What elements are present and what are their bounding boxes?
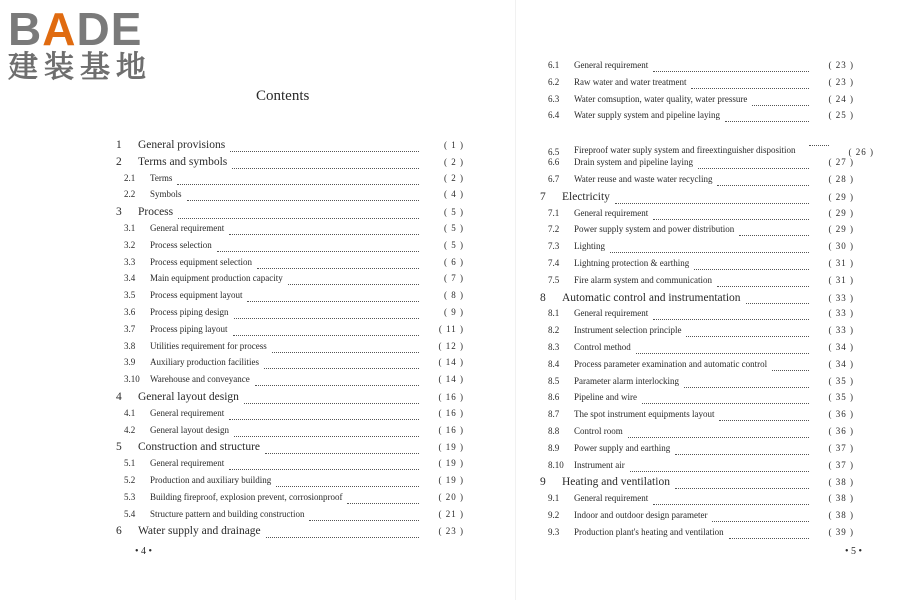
toc-entry-number: 5.2 xyxy=(124,474,136,485)
toc-entry-number: 1 xyxy=(116,139,122,151)
toc-entry-number: 2.1 xyxy=(124,172,136,183)
toc-entry-title: General requirement xyxy=(574,493,649,504)
toc-entry-number: 6.3 xyxy=(548,93,560,104)
toc-entry-number: 5.4 xyxy=(124,508,136,519)
toc-entry-title: Instrument selection principle xyxy=(574,325,682,336)
toc-entry xyxy=(536,510,854,527)
toc-entry-number: 5.3 xyxy=(124,491,136,502)
dot-leader xyxy=(642,397,809,404)
toc-entry xyxy=(112,173,464,190)
toc-entry-page: ( 31 ) xyxy=(828,274,854,285)
toc-entry-page: ( 36 ) xyxy=(828,425,854,436)
toc-entry-title: General requirement xyxy=(574,308,649,319)
toc-entry-number: 4.2 xyxy=(124,424,136,435)
dot-leader xyxy=(653,498,809,505)
dot-leader xyxy=(772,364,809,371)
toc-entry-title: Power supply system and power distribution xyxy=(574,224,735,235)
toc-entry-page: ( 38 ) xyxy=(828,477,854,488)
dot-leader xyxy=(684,380,809,387)
toc-entry-title: Control room xyxy=(574,425,623,436)
toc-entry-page: ( 23 ) xyxy=(828,60,854,70)
toc-entry-number: 3.10 xyxy=(124,374,140,385)
toc-entry-title: Pipeline and wire xyxy=(574,392,637,403)
toc-entry xyxy=(536,460,854,477)
toc-entry-page: ( 19 ) xyxy=(438,474,464,485)
dot-leader xyxy=(653,313,809,320)
toc-entry xyxy=(112,156,464,173)
toc-entry-number: 3.8 xyxy=(124,340,136,351)
toc-entry xyxy=(112,441,464,458)
toc-entry-number: 8.8 xyxy=(548,425,560,436)
toc-entry-title: Automatic control and instrumentation xyxy=(562,291,741,304)
dot-leader xyxy=(739,229,809,236)
logo-text-en: BADE xyxy=(8,3,143,55)
toc-entry-page: ( 8 ) xyxy=(444,290,464,301)
toc-entry xyxy=(536,308,854,325)
toc-entry-page: ( 16 ) xyxy=(438,391,464,402)
dot-leader xyxy=(309,513,419,520)
toc-entry-title: Drain system and pipeline laying xyxy=(574,157,693,168)
toc-entry-page: ( 14 ) xyxy=(438,357,464,368)
toc-entry-number: 6.1 xyxy=(548,60,560,70)
toc-entry-page: ( 30 ) xyxy=(828,241,854,252)
toc-entry-page: ( 38 ) xyxy=(828,509,854,520)
toc-entry-title: Heating and ventilation xyxy=(562,476,670,489)
toc-entry xyxy=(536,359,854,376)
dot-leader xyxy=(725,115,809,122)
dot-leader xyxy=(217,245,419,252)
toc-entry-title: Production plant's heating and ventilation xyxy=(574,526,724,537)
toc-entry xyxy=(536,275,854,292)
toc-entry-number: 7.5 xyxy=(548,274,560,285)
toc-entry-title: Process equipment layout xyxy=(150,290,243,301)
toc-entry xyxy=(536,60,854,77)
toc-entry-title: Fire alarm system and communication xyxy=(574,274,712,285)
toc-entry-title: Fireproof water suply system and fireextinguisher disposition xyxy=(574,145,796,156)
dot-leader xyxy=(615,195,809,204)
dot-leader xyxy=(257,261,419,268)
toc-entry-page: ( 27 ) xyxy=(828,157,854,168)
dot-leader xyxy=(232,160,419,169)
toc-entry-page: ( 11 ) xyxy=(438,323,464,334)
toc-entry xyxy=(536,493,854,510)
toc-entry-page: ( 33 ) xyxy=(828,308,854,319)
dot-leader xyxy=(694,263,809,270)
dot-leader xyxy=(229,228,419,235)
toc-entry-number: 7.1 xyxy=(548,207,560,218)
toc-entry-title: Production and auxiliary building xyxy=(150,474,272,485)
toc-entry-number: 9.3 xyxy=(548,526,560,537)
toc-entry-title: Control method xyxy=(574,341,631,352)
toc-entry-title: Warehouse and conveyance xyxy=(150,374,250,385)
toc-entry-title: Electricity xyxy=(562,190,610,203)
toc-entry-title: General requirement xyxy=(574,60,649,70)
toc-entry-title: Water supply and drainage xyxy=(138,525,261,538)
dot-leader xyxy=(717,280,809,287)
toc-entry-page: ( 23 ) xyxy=(828,76,854,87)
toc-entry-number: 8.6 xyxy=(548,392,560,403)
toc-entry-number: 3.2 xyxy=(124,239,136,250)
toc-entry xyxy=(112,290,464,307)
toc-entry-page: ( 35 ) xyxy=(828,392,854,403)
toc-entry xyxy=(536,157,854,174)
toc-entry-title: General requirement xyxy=(150,222,225,233)
toc-entry-title: Terms and symbols xyxy=(138,155,228,168)
toc-entry-title: Process equipment selection xyxy=(150,256,252,267)
contents-title: Contents xyxy=(256,88,310,104)
toc-entry-page: ( 5 ) xyxy=(444,222,464,233)
toc-entry-number: 6 xyxy=(116,525,122,538)
bade-logo xyxy=(8,3,178,85)
toc-entry-title: General provisions xyxy=(138,139,226,151)
toc-entry-number: 6.4 xyxy=(548,110,560,121)
dot-leader xyxy=(691,82,809,89)
toc-entry xyxy=(536,376,854,393)
toc-entry-number: 6.6 xyxy=(548,157,560,168)
toc-entry-number: 3.4 xyxy=(124,273,136,284)
toc-entry xyxy=(112,509,464,526)
toc-entry xyxy=(112,374,464,391)
toc-entry-title: General layout design xyxy=(138,390,239,403)
dot-leader xyxy=(746,295,809,304)
dot-leader xyxy=(233,329,420,336)
toc-entry xyxy=(536,208,854,225)
toc-entry xyxy=(112,408,464,425)
toc-entry-page: ( 36 ) xyxy=(828,409,854,420)
toc-entry xyxy=(112,206,464,223)
dot-leader xyxy=(653,212,809,219)
toc-right-page xyxy=(536,60,874,544)
toc-entry xyxy=(112,240,464,257)
toc-entry xyxy=(536,191,854,208)
toc-entry-title: Power supply and earthing xyxy=(574,442,671,453)
toc-entry xyxy=(536,527,854,544)
toc-entry-number: 7.4 xyxy=(548,257,560,268)
dot-leader xyxy=(719,414,809,421)
toc-entry-number: 6.7 xyxy=(548,173,560,184)
toc-entry xyxy=(536,325,854,342)
toc-entry-number: 7.3 xyxy=(548,241,560,252)
toc-entry-title: Main equipment production capacity xyxy=(150,273,283,284)
page-gutter xyxy=(515,0,516,600)
toc-entry-page: ( 9 ) xyxy=(444,306,464,317)
toc-entry-page: ( 7 ) xyxy=(444,273,464,284)
toc-entry xyxy=(112,425,464,442)
toc-entry-page: ( 20 ) xyxy=(438,491,464,502)
dot-leader xyxy=(630,464,809,471)
toc-entry xyxy=(112,341,464,358)
toc-entry xyxy=(112,525,464,542)
toc-entry-page: ( 38 ) xyxy=(828,493,854,504)
toc-entry-page: ( 29 ) xyxy=(828,224,854,235)
toc-entry xyxy=(536,77,854,94)
dot-leader xyxy=(276,480,419,487)
toc-entry-page: ( 14 ) xyxy=(438,374,464,385)
dot-leader xyxy=(247,295,419,302)
dot-leader xyxy=(244,395,419,404)
toc-entry-number: 9.1 xyxy=(548,493,560,504)
dot-leader xyxy=(187,194,419,201)
toc-entry-number: 7.2 xyxy=(548,224,560,235)
toc-entry xyxy=(536,292,854,309)
toc-entry xyxy=(112,257,464,274)
toc-entry-page: ( 33 ) xyxy=(828,292,854,303)
toc-entry-number: 6.5 xyxy=(548,147,560,158)
toc-entry xyxy=(112,324,464,341)
toc-entry-number: 6.2 xyxy=(548,76,560,87)
toc-entry xyxy=(112,189,464,206)
toc-entry-number: 8 xyxy=(540,291,546,304)
toc-entry xyxy=(112,357,464,374)
toc-entry-number: 8.4 xyxy=(548,358,560,369)
toc-entry-title: Lighting xyxy=(574,241,605,252)
toc-entry-page: ( 33 ) xyxy=(828,325,854,336)
toc-entry-number: 2 xyxy=(116,155,122,168)
toc-entry-page: ( 37 ) xyxy=(828,442,854,453)
toc-entry-page: ( 5 ) xyxy=(444,239,464,250)
toc-entry xyxy=(536,94,854,111)
toc-left-page xyxy=(112,139,464,542)
dot-leader xyxy=(230,143,419,152)
toc-entry xyxy=(536,174,854,191)
dot-leader xyxy=(712,515,809,522)
toc-entry xyxy=(536,258,854,275)
page-number-left: • 4 • xyxy=(135,546,153,557)
toc-entry xyxy=(112,223,464,240)
toc-entry-page: ( 2 ) xyxy=(444,156,464,167)
toc-entry-page: ( 31 ) xyxy=(828,257,854,268)
toc-entry-title: Construction and structure xyxy=(138,441,261,454)
toc-entry-number: 9 xyxy=(540,476,546,489)
toc-entry xyxy=(536,224,854,241)
toc-entry-number: 8.10 xyxy=(548,459,564,470)
toc-entry-title: Process selection xyxy=(150,239,212,250)
toc-entry xyxy=(536,110,854,127)
dot-leader xyxy=(752,98,809,105)
toc-entry-page: ( 12 ) xyxy=(438,340,464,351)
toc-entry xyxy=(536,241,854,258)
toc-entry-number: 8.9 xyxy=(548,442,560,453)
toc-entry-title: Utilities requirement for process xyxy=(150,340,267,351)
dot-leader xyxy=(255,379,419,386)
toc-entry-page: ( 26 ) xyxy=(848,147,874,158)
dot-leader xyxy=(698,162,809,169)
toc-entry-number: 7 xyxy=(540,190,546,203)
toc-entry-page: ( 29 ) xyxy=(828,191,854,202)
toc-entry-title: Water supply system and pipeline laying xyxy=(574,110,720,121)
dot-leader xyxy=(636,347,809,354)
toc-entry-page: ( 24 ) xyxy=(828,93,854,104)
toc-entry-title: Parameter alarm interlocking xyxy=(574,375,679,386)
toc-entry-number: 8.3 xyxy=(548,341,560,352)
toc-entry-number: 2.2 xyxy=(124,189,136,200)
toc-entry-title: Lightning protection & earthing xyxy=(574,257,690,268)
toc-entry-page: ( 21 ) xyxy=(438,508,464,519)
dot-leader xyxy=(686,330,809,337)
toc-entry-page: ( 4 ) xyxy=(444,189,464,200)
toc-entry-page: ( 19 ) xyxy=(438,442,464,453)
toc-entry-title: Water comsuption, water quality, water pressure xyxy=(574,93,748,104)
toc-entry-number: 3.1 xyxy=(124,222,136,233)
toc-entry-title: Instrument air xyxy=(574,459,625,470)
toc-entry-title: General layout design xyxy=(150,424,229,435)
toc-entry-page: ( 37 ) xyxy=(828,459,854,470)
toc-entry-title: Process piping layout xyxy=(150,323,228,334)
toc-entry-title: General requirement xyxy=(150,458,225,469)
dot-leader xyxy=(229,463,419,470)
toc-entry-number: 4.1 xyxy=(124,407,136,418)
toc-entry-title: Building fireproof, explosion prevent, corrosionproof xyxy=(150,491,343,502)
toc-entry-number: 3.6 xyxy=(124,306,136,317)
toc-entry-page: ( 35 ) xyxy=(828,375,854,386)
toc-entry-title: Raw water and water treatment xyxy=(574,76,687,87)
toc-entry-title: Structure pattern and building construction xyxy=(150,508,305,519)
toc-entry xyxy=(112,391,464,408)
toc-entry-title: Terms xyxy=(150,172,173,183)
dot-leader xyxy=(264,362,419,369)
toc-entry-page: ( 16 ) xyxy=(438,424,464,435)
toc-entry xyxy=(112,273,464,290)
toc-entry-page: ( 34 ) xyxy=(828,341,854,352)
dot-leader xyxy=(675,447,809,454)
page-number-right: • 5 • xyxy=(845,546,863,557)
dot-leader xyxy=(177,177,419,184)
toc-entry-title: Symbols xyxy=(150,189,182,200)
toc-entry-page: ( 6 ) xyxy=(444,256,464,267)
toc-entry-title: Water reuse and waste water recycling xyxy=(574,173,713,184)
dot-leader xyxy=(265,445,419,454)
dot-leader xyxy=(675,480,809,489)
dot-leader xyxy=(272,345,419,352)
toc-entry-page: ( 34 ) xyxy=(828,358,854,369)
toc-entry-number: 5 xyxy=(116,441,122,454)
toc-entry-page: ( 19 ) xyxy=(438,458,464,469)
toc-entry xyxy=(536,426,854,443)
toc-entry-title: Indoor and outdoor design parameter xyxy=(574,509,708,520)
toc-entry xyxy=(536,127,874,158)
toc-entry-page: ( 29 ) xyxy=(828,207,854,218)
dot-leader xyxy=(288,278,419,285)
dot-leader xyxy=(178,210,419,219)
toc-entry-title: Process piping design xyxy=(150,306,229,317)
toc-entry-title: Process parameter examination and automatic control xyxy=(574,358,768,369)
toc-entry xyxy=(112,458,464,475)
toc-entry xyxy=(536,409,854,426)
toc-entry-page: ( 2 ) xyxy=(444,172,464,183)
toc-entry xyxy=(112,307,464,324)
dot-leader xyxy=(347,496,419,503)
dot-leader xyxy=(266,529,419,538)
toc-entry-number: 4 xyxy=(116,390,122,403)
toc-entry xyxy=(112,492,464,509)
toc-entry xyxy=(112,139,464,156)
dot-leader xyxy=(809,139,829,146)
toc-entry-title: Auxiliary production facilities xyxy=(150,357,259,368)
toc-entry-number: 8.1 xyxy=(548,308,560,319)
dot-leader xyxy=(229,413,419,420)
toc-entry xyxy=(536,392,854,409)
toc-entry-page: ( 16 ) xyxy=(438,407,464,418)
toc-entry-page: ( 25 ) xyxy=(828,110,854,121)
toc-entry-number: 8.2 xyxy=(548,325,560,336)
toc-entry-title: Process xyxy=(138,206,174,219)
dot-leader xyxy=(628,431,809,438)
dot-leader xyxy=(234,312,420,319)
toc-entry-page: ( 39 ) xyxy=(828,526,854,537)
toc-entry-page: ( 23 ) xyxy=(438,526,464,537)
toc-entry-title: General requirement xyxy=(574,207,649,218)
toc-entry-number: 3 xyxy=(116,206,122,219)
toc-entry-page: ( 1 ) xyxy=(444,140,464,150)
toc-entry-title: General requirement xyxy=(150,407,225,418)
toc-entry-number: 8.5 xyxy=(548,375,560,386)
dot-leader xyxy=(653,65,809,72)
toc-entry-number: 3.3 xyxy=(124,256,136,267)
dot-leader xyxy=(717,179,809,186)
toc-entry-number: 8.7 xyxy=(548,409,560,420)
toc-entry-number: 3.7 xyxy=(124,323,136,334)
toc-entry-number: 3.9 xyxy=(124,357,136,368)
logo-text-cn: 建装基地 xyxy=(8,50,152,85)
toc-entry-number: 3.5 xyxy=(124,290,136,301)
dot-leader xyxy=(729,531,809,538)
toc-entry-number: 5.1 xyxy=(124,458,136,469)
dot-leader xyxy=(234,429,419,436)
toc-entry-title: The spot instrument equipments layout xyxy=(574,409,715,420)
dot-leader xyxy=(610,246,809,253)
toc-entry xyxy=(112,475,464,492)
toc-entry-number: 9.2 xyxy=(548,509,560,520)
toc-entry xyxy=(536,443,854,460)
toc-entry-page: ( 5 ) xyxy=(444,207,464,218)
toc-entry-page: ( 28 ) xyxy=(828,173,854,184)
toc-entry xyxy=(536,342,854,359)
toc-entry xyxy=(536,476,854,493)
